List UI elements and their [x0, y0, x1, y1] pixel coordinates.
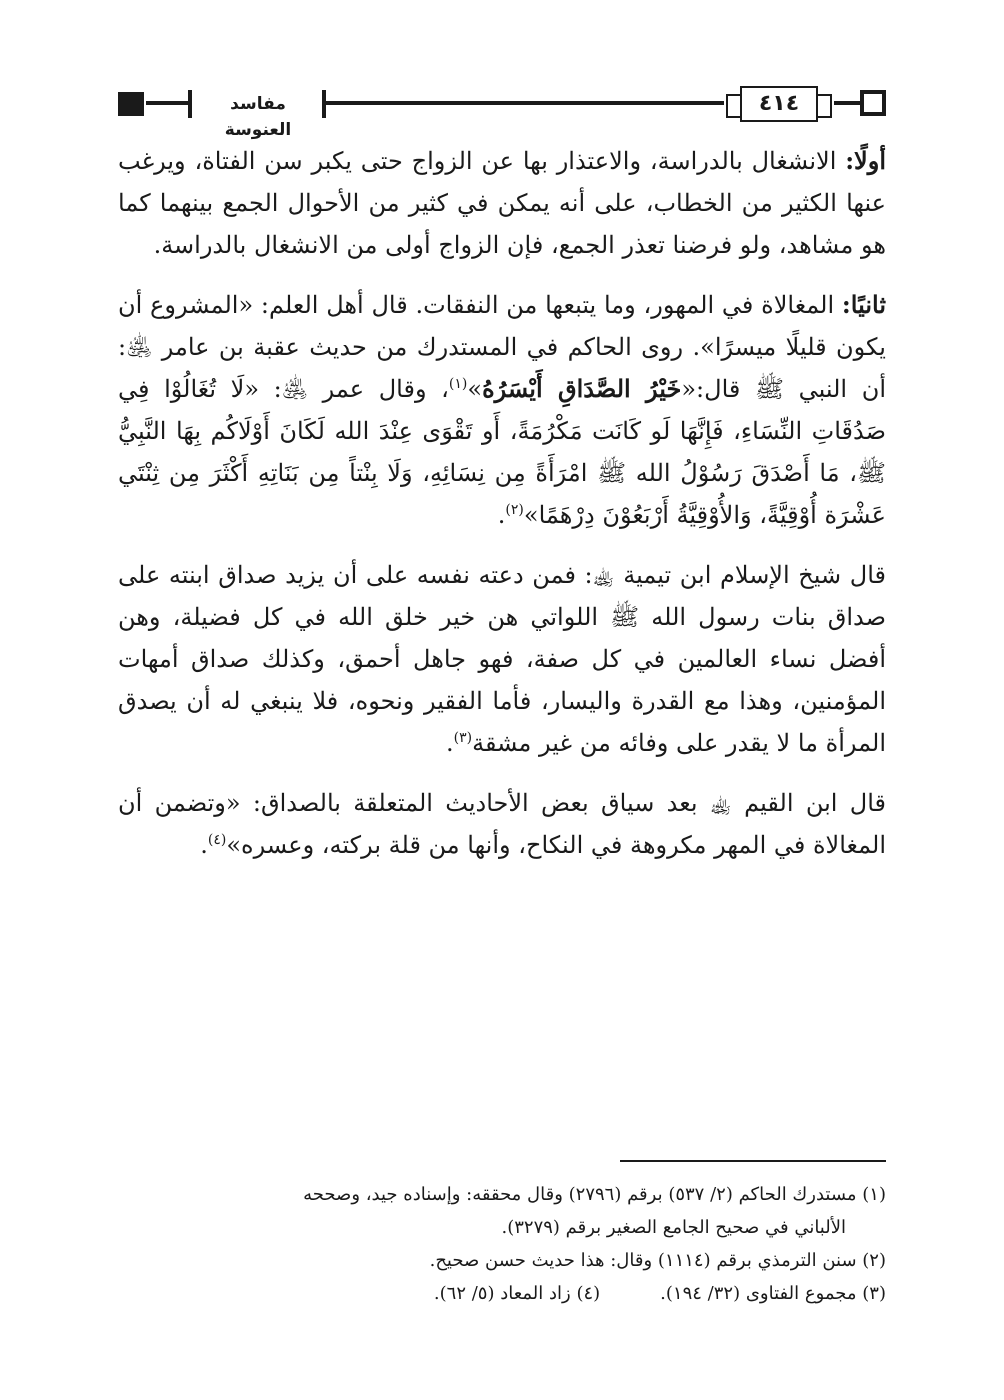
footnote-marker[interactable]: (١): [448, 376, 468, 392]
footnote-separator: [620, 1160, 886, 1162]
paragraph-lead: ثانيًا:: [841, 290, 886, 319]
paragraph-text: الانشغال بالدراسة، والاعتذار بها عن الزواج حتى يكبر سن الفتاة، ويرغب عنها الكثير من الخطاب، على أنه يمكن في كثير من الأحوال الجمع بينهما كما هو مشاهد، ولو فرضنا تعذر الجمع، فإن الزواج أولى من الانشغال بالدراسة.: [118, 147, 887, 259]
paragraph-fourth: [118, 782, 886, 866]
footnotes: [118, 1178, 886, 1310]
paragraph-text: المغالاة في المهور، وما يتبعها من النفقات. قال أهل العلم: «المشروع أن يكون قليلًا ميسرًا». روى الحاكم في المستدرك من حديث عقبة بن عامر ﵁: أن النبي ﷺ قال:«: [118, 291, 886, 403]
page-header: [118, 86, 886, 140]
paragraph-third: [118, 554, 886, 764]
paragraph-text: »: [467, 375, 483, 403]
hadith-quote: خَيْرُ الصَّدَاقِ أَيْسَرُهُ: [482, 374, 682, 403]
footnote-marker[interactable]: (٤): [207, 832, 227, 848]
paragraph-second: [118, 284, 886, 536]
footnote-marker[interactable]: (٣): [453, 730, 473, 746]
footnote-row: [118, 1277, 886, 1310]
paragraph-text: قال شيخ الإسلام ابن تيمية ﵀: فمن دعته نفسه على أن يزيد صداق ابنته على صداق بنات رسول الله ﷺ اللواتي هن خير خلق الله في كل فضيلة، وهن أفضل نساء العالمين في كل صفة، فهو جاهل أحمق، وكذلك صداق أمهات المؤمنين، وهذا مع القدرة واليسار، فأما الفقير ونحوه، فلا ينبغي له أن يصدق المرأة ما لا يقدر على وفائه من غير مشقة: [118, 561, 887, 757]
footnote-2: (٢) سنن الترمذي برقم (١١١٤) وقال: هذا حديث حسن صحيح.: [429, 1250, 886, 1271]
paragraph-text: .: [446, 729, 454, 757]
paragraph-first: [118, 140, 886, 266]
paragraph-text: .: [497, 501, 506, 529]
paragraph-lead: أولًا:: [845, 146, 886, 175]
header-box-ornament: [860, 90, 886, 116]
paragraph-text: قال ابن القيم ﵀ بعد سياق بعض الأحاديث المتعلقة بالصداق: «وتضمن أن المغالاة في المهر مكروهة في النكاح، وأنها من قلة بركته، وعسره»: [118, 789, 886, 859]
page-number: ٤١٤: [740, 86, 818, 122]
main-content: [118, 140, 886, 884]
footnote-marker[interactable]: (٢): [505, 502, 524, 518]
footnote-4: (٤) زاد المعاد (٥/ ٦٢).: [433, 1283, 601, 1304]
footnote-1: (١) مستدرك الحاكم (٢/ ٥٣٧) برقم (٢٧٩٦) وقال محققه: وإسناده جيد، وصححه: [303, 1184, 886, 1205]
footnote-1-continued: الألباني في صحيح الجامع الصغير برقم (٣٢٧٩).: [501, 1217, 846, 1238]
header-rule-left: [146, 101, 188, 105]
paragraph-text: ، وقال عمر ﵁: «لَا تُغَالُوْا فِي صَدُقَاتِ النِّسَاءِ، فَإِنَّهَا لَو كَانَت مَكْرُمَةً، أَو تَقْوَى عِنْدَ الله لَكَانَ أَوْلَاكُم بِهَا النَّبِيُّ ﷺ، مَا أَصْدَقَ رَسُوْلُ الله ﷺ امْرَأَةً مِن نِسَائِهِ، وَلَا بِنْتاً مِن بَنَاتِهِ أَكْثَرَ مِن ثِنْتَي عَشْرَة أُوْقِيَّةً، وَالأُوْقِيَّةُ أَرْبَعُوْنَ دِرْهَمًا»: [118, 375, 886, 529]
chapter-title: مفاسد العنوسة: [224, 94, 292, 140]
header-rule-middle: [326, 101, 724, 105]
header-rule-right: [834, 101, 860, 105]
header-block-ornament: [118, 92, 144, 116]
footnote-3: (٣) مجموع الفتاوى (٣٢/ ١٩٤).: [660, 1283, 886, 1304]
paragraph-text: .: [200, 831, 208, 859]
header-bar-ornament: [188, 90, 192, 118]
